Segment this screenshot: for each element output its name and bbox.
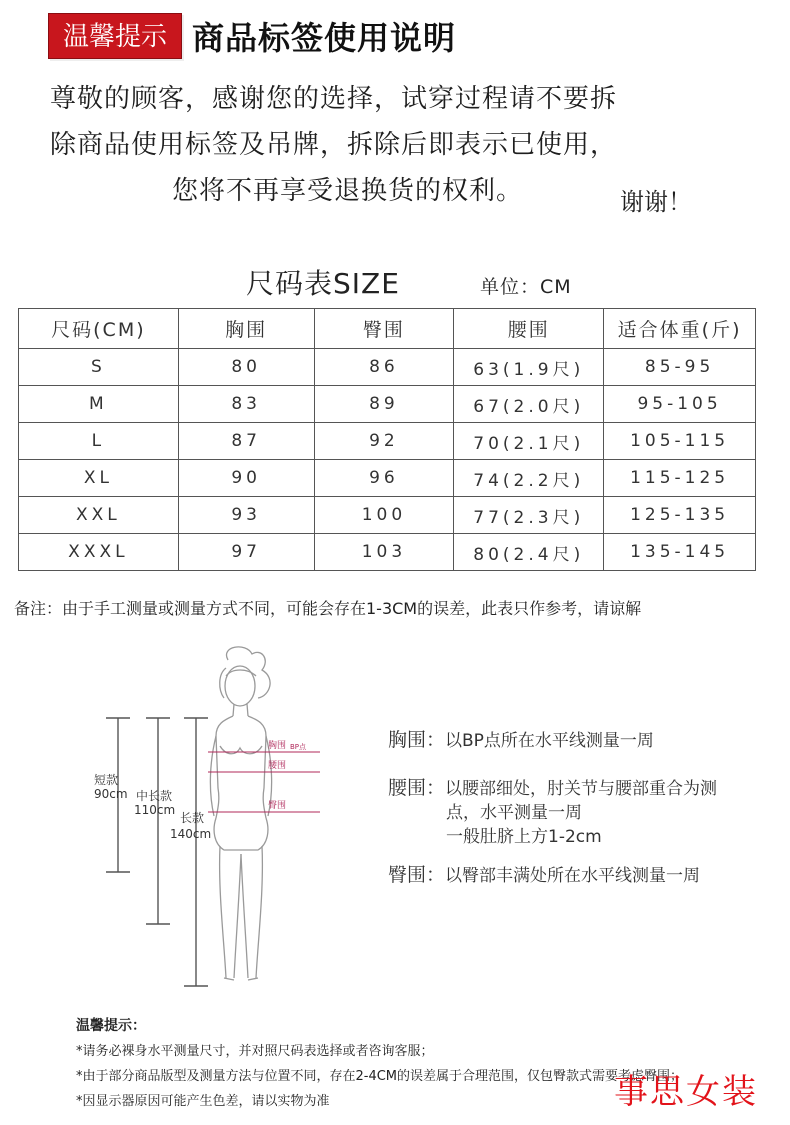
cell-weight: 95-105 (604, 386, 756, 423)
measure-desc: 以臀部丰满处所在水平线测量一周 (445, 866, 701, 886)
thanks-text: 谢谢！ (620, 188, 692, 216)
measure-term: 臀围： (388, 864, 446, 886)
cell-chest: 80 (178, 349, 314, 386)
notice-line: 除商品使用标签及吊牌，拆除后即表示已使用， (50, 130, 618, 160)
cell-weight: 135-145 (604, 534, 756, 571)
cell-size: L (19, 423, 179, 460)
cell-waist: 70(2.1尺) (454, 423, 604, 460)
cell-size: XL (19, 460, 179, 497)
mid-length: 110cm (134, 803, 176, 817)
cell-chest: 83 (178, 386, 314, 423)
cell-waist: 77(2.3尺) (454, 497, 604, 534)
cell-hip: 86 (314, 349, 454, 386)
cell-weight: 115-125 (604, 460, 756, 497)
size-chart-unit: 单位：CM (480, 276, 572, 298)
chest-tag: 胸围 (268, 741, 287, 751)
tips-section (76, 1014, 683, 1114)
page-title: 商品标签使用说明 (192, 19, 457, 57)
cell-size: S (19, 349, 179, 386)
short-label: 短款 (94, 773, 119, 787)
size-chart-title: 尺码表SIZE (246, 267, 400, 300)
cell-waist: 80(2.4尺) (454, 534, 604, 571)
measure-desc: 一般肚脐上方1-2cm (446, 827, 602, 847)
measure-desc: 以BP点所在水平线测量一周 (445, 731, 654, 751)
notice-line: 尊敬的顾客，感谢您的选择，试穿过程请不要拆 (50, 84, 618, 114)
cell-hip: 89 (314, 386, 454, 423)
cell-weight: 125-135 (604, 497, 756, 534)
column-header: 尺码(CM) (19, 309, 179, 349)
cell-weight: 105-115 (604, 423, 756, 460)
measure-desc: 以腰部细处，肘关节与腰部重合为测 (445, 779, 718, 799)
cell-hip: 103 (314, 534, 454, 571)
measure-term: 胸围： (388, 729, 446, 751)
cell-chest: 93 (178, 497, 314, 534)
table-header-row (19, 309, 756, 349)
header (48, 12, 456, 60)
measure-hip (388, 863, 700, 888)
table-row (19, 386, 756, 423)
size-table (18, 308, 756, 571)
cell-hip: 96 (314, 460, 454, 497)
tip-item: *请务必裸身水平测量尺寸，并对照尺码表选择或者咨询客服； (76, 1044, 434, 1059)
waist-tag: 腰围 (268, 761, 287, 771)
tip-badge: 温馨提示 (48, 13, 182, 59)
cell-weight: 85-95 (604, 349, 756, 386)
tip-item: *由于部分商品版型及测量方法与位置不同，存在2-4CM的误差属于合理范围，仅包臀款式需要考虑臀围； (76, 1069, 684, 1084)
column-header: 胸围 (178, 309, 314, 349)
cell-hip: 92 (314, 423, 454, 460)
tips-title: 温馨提示： (76, 1018, 146, 1034)
mid-label: 中长款 (136, 789, 173, 803)
cell-size: XXL (19, 497, 179, 534)
measure-waist (388, 776, 717, 849)
table-row (19, 497, 756, 534)
body-figure (94, 640, 350, 1000)
table-row (19, 423, 756, 460)
measure-desc: 点，水平测量一周 (446, 803, 582, 823)
long-label: 长款 (180, 811, 205, 825)
cell-waist: 74(2.2尺) (454, 460, 604, 497)
cell-chest: 97 (178, 534, 314, 571)
cell-waist: 63(1.9尺) (454, 349, 604, 386)
cell-chest: 90 (178, 460, 314, 497)
cell-waist: 67(2.0尺) (454, 386, 604, 423)
cell-size: M (19, 386, 179, 423)
column-header: 腰围 (454, 309, 604, 349)
column-header: 臀围 (314, 309, 454, 349)
hip-tag: 臀围 (268, 801, 287, 811)
brand-watermark: 事思女装 (614, 1072, 758, 1112)
measure-term: 腰围： (388, 777, 446, 799)
cell-size: XXXL (19, 534, 179, 571)
figure-outline-icon (210, 647, 271, 980)
table-row (19, 349, 756, 386)
table-row (19, 534, 756, 571)
tip-item: *因显示器原因可能产生色差，请以实物为准 (76, 1094, 330, 1109)
table-row (19, 460, 756, 497)
measure-chest (388, 728, 654, 753)
notice-line: 您将不再享受退换货的权利。 (172, 176, 524, 206)
long-length: 140cm (170, 827, 212, 841)
short-length: 90cm (94, 787, 128, 801)
cell-chest: 87 (178, 423, 314, 460)
cell-hip: 100 (314, 497, 454, 534)
remark-note: 备注：由于手工测量或测量方式不同，可能会存在1-3CM的误差，此表只作参考，请谅解 (14, 599, 642, 618)
length-rulers-icon (106, 718, 208, 986)
column-header: 适合体重(斤) (604, 309, 756, 349)
bp-tag: BP点 (290, 743, 307, 751)
